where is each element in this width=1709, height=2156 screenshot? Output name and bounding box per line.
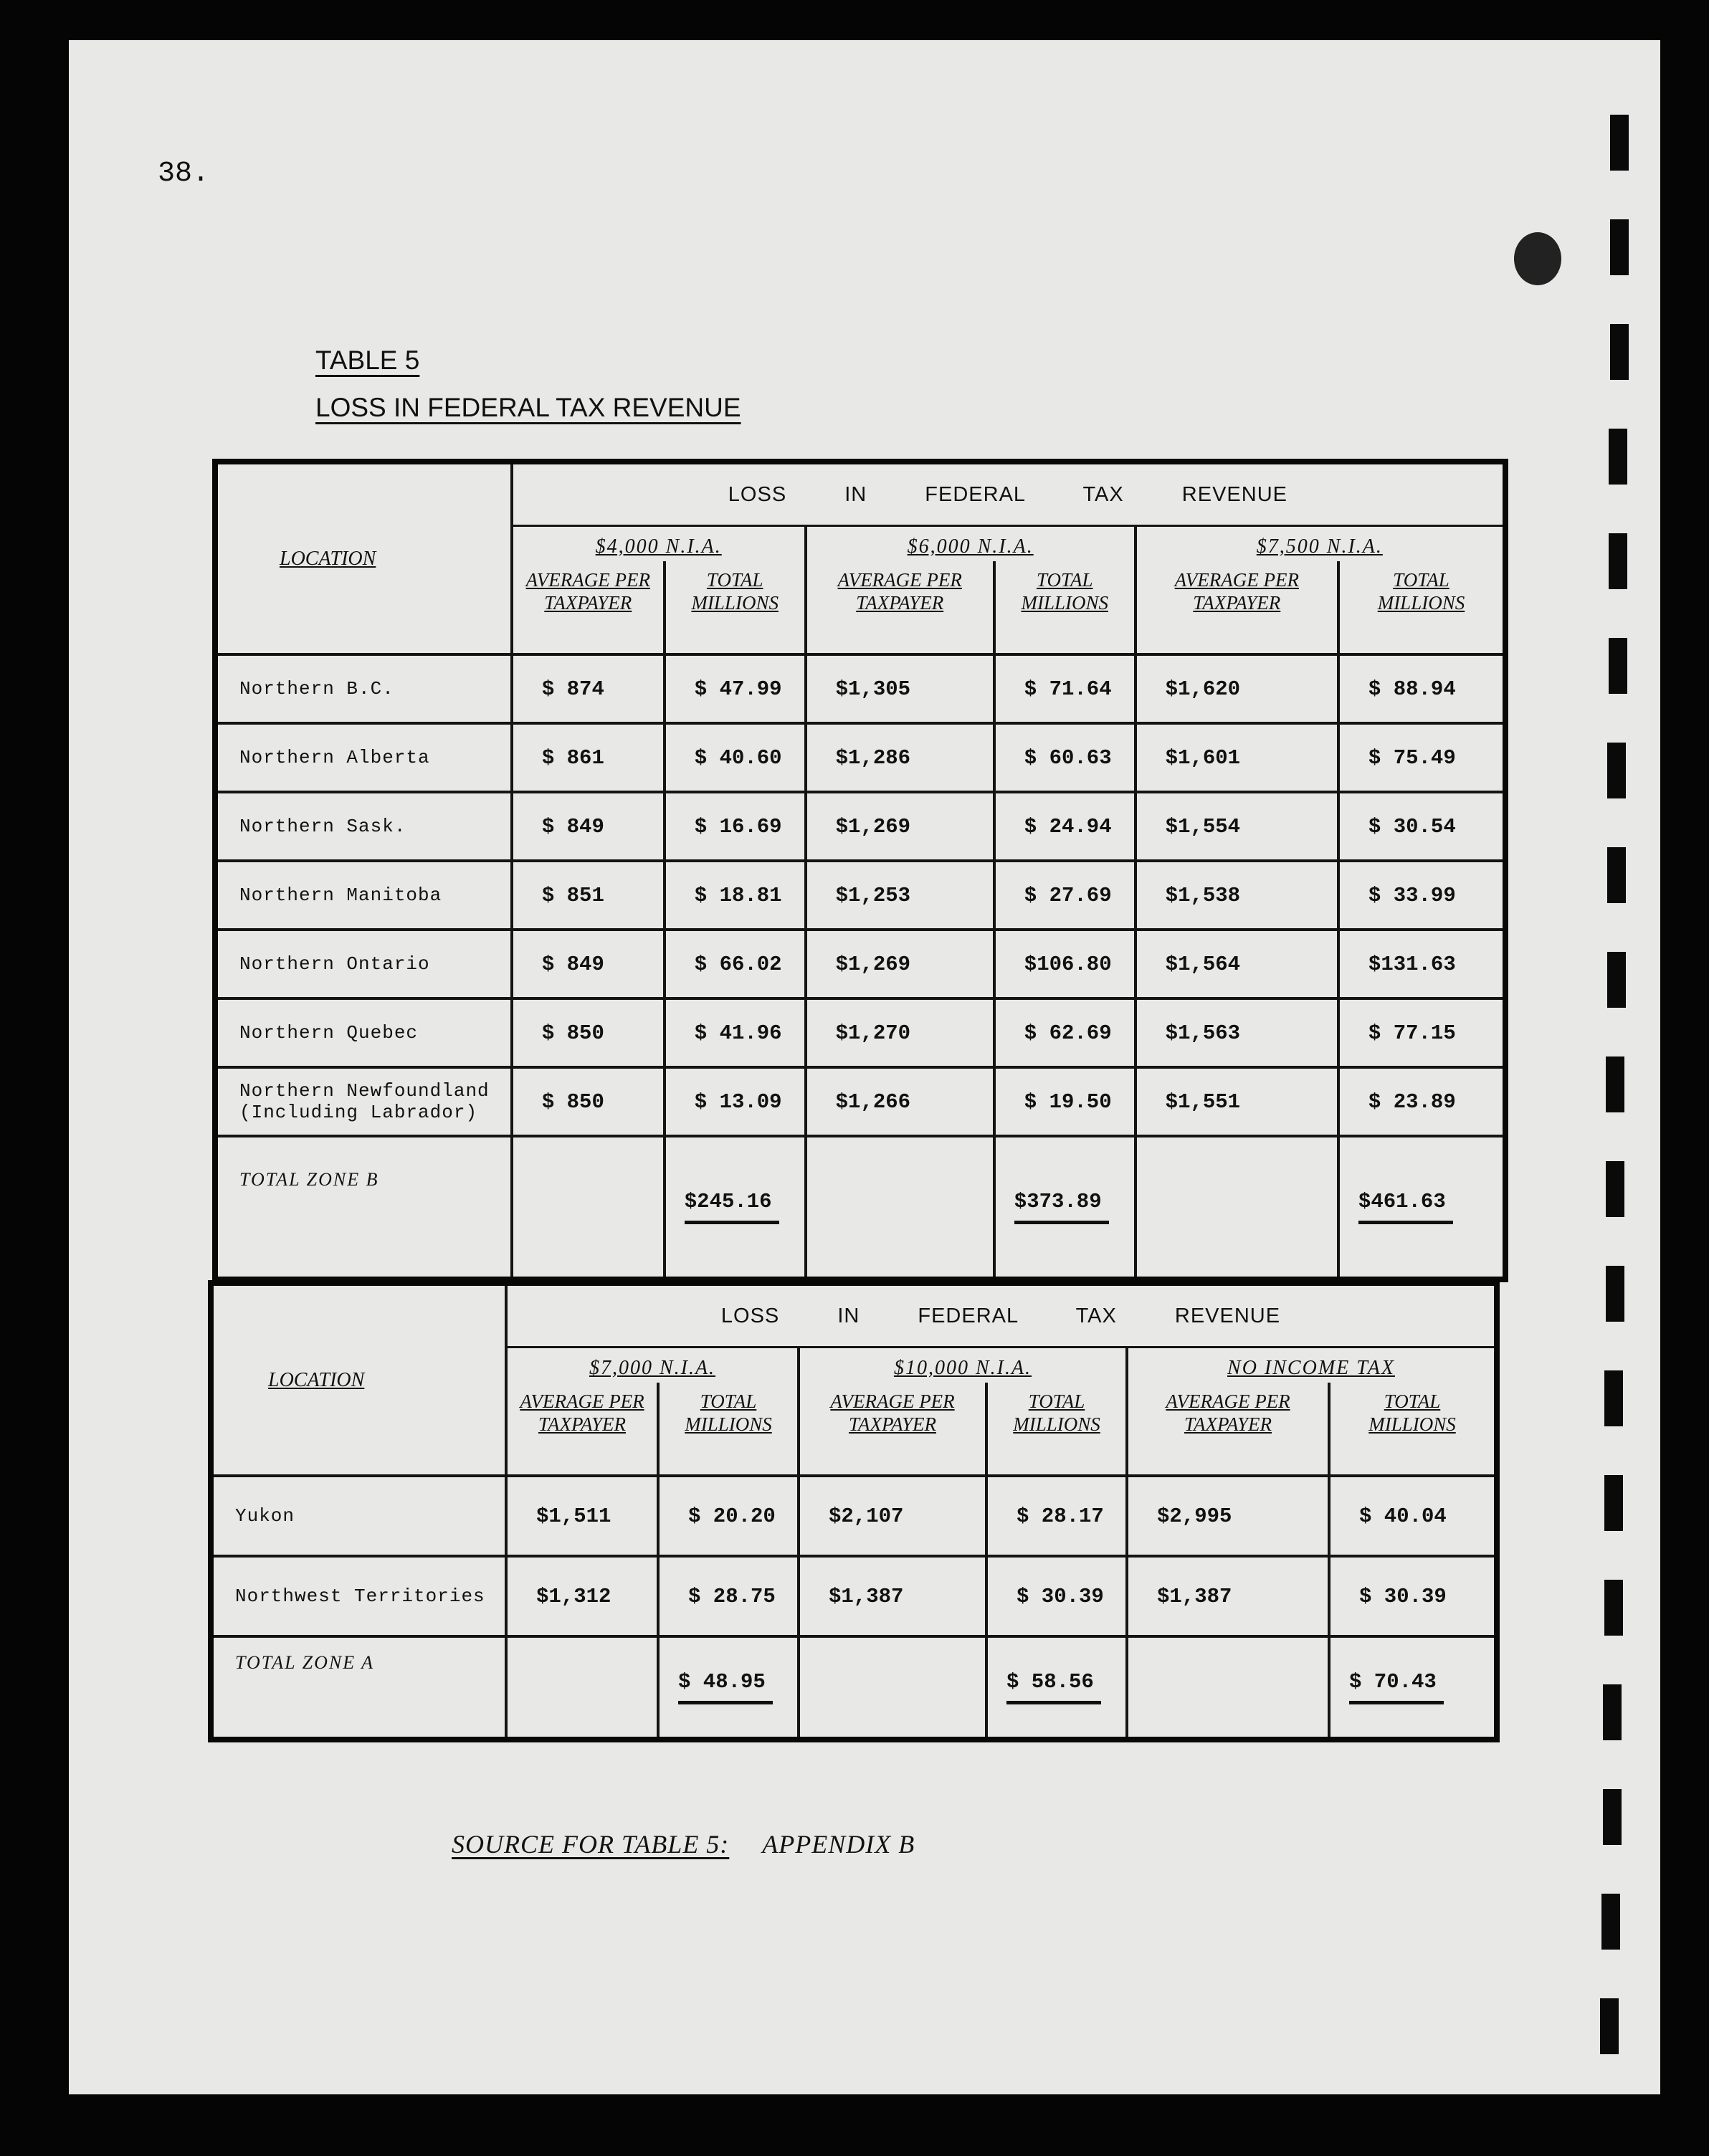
column-header-average: AVERAGE PER TAXPAYER [506, 1383, 658, 1476]
table-row [215, 723, 1505, 792]
value-cell: $ 850 [512, 998, 665, 1067]
group-header: $7,500 N.I.A. [1136, 526, 1505, 562]
value-cell: $ 20.20 [658, 1476, 799, 1556]
value-cell: $ 16.69 [665, 792, 806, 861]
location-cell: Northern Ontario [215, 930, 512, 998]
column-header-average: AVERAGE PER TAXPAYER [512, 561, 665, 654]
column-header-total: TOTAL MILLIONS [658, 1383, 799, 1476]
value-cell: $ 849 [512, 792, 665, 861]
group-header: $4,000 N.I.A. [512, 526, 806, 562]
value-cell: $ 19.50 [994, 1067, 1136, 1136]
punch-hole [1514, 232, 1561, 285]
value-cell: $1,538 [1136, 861, 1338, 930]
value-cell: $ 40.04 [1329, 1476, 1497, 1556]
column-header-average: AVERAGE PER TAXPAYER [806, 561, 994, 654]
value-cell: $1,511 [506, 1476, 658, 1556]
total-row [211, 1636, 1497, 1740]
total-value: $461.63 [1338, 1136, 1505, 1279]
column-header-total: TOTAL MILLIONS [994, 561, 1136, 654]
total-value: $ 70.43 [1329, 1636, 1497, 1740]
table-row [215, 930, 1505, 998]
column-header-total: TOTAL MILLIONS [665, 561, 806, 654]
value-cell: $ 874 [512, 654, 665, 723]
column-header-total: TOTAL MILLIONS [1338, 561, 1505, 654]
total-value: $ 58.56 [986, 1636, 1127, 1740]
value-cell: $ 30.39 [986, 1556, 1127, 1636]
value-cell: $1,554 [1136, 792, 1338, 861]
table-row [215, 1067, 1505, 1136]
total-label: TOTAL ZONE B [215, 1136, 512, 1279]
value-cell: $ 13.09 [665, 1067, 806, 1136]
value-cell: $ 60.63 [994, 723, 1136, 792]
value-cell: $131.63 [1338, 930, 1505, 998]
column-header-average: AVERAGE PER TAXPAYER [1136, 561, 1338, 654]
page-number: 38. [158, 158, 210, 190]
zone-a-table [208, 1280, 1500, 1742]
value-cell: $1,601 [1136, 723, 1338, 792]
value-cell: $ 88.94 [1338, 654, 1505, 723]
value-cell: $ 27.69 [994, 861, 1136, 930]
total-row [215, 1136, 1505, 1279]
total-value: $373.89 [994, 1136, 1136, 1279]
zone-b-table [212, 459, 1508, 1282]
value-cell: $ 47.99 [665, 654, 806, 723]
total-value: $245.16 [665, 1136, 806, 1279]
value-cell: $ 24.94 [994, 792, 1136, 861]
value-cell: $1,253 [806, 861, 994, 930]
super-header: LOSS IN FEDERAL TAX REVENUE [512, 462, 1505, 526]
group-header: $10,000 N.I.A. [799, 1348, 1127, 1383]
table-row [211, 1476, 1497, 1556]
value-cell: $1,286 [806, 723, 994, 792]
value-cell: $ 18.81 [665, 861, 806, 930]
value-cell: $1,270 [806, 998, 994, 1067]
value-cell: $1,269 [806, 930, 994, 998]
location-cell: Yukon [211, 1476, 506, 1556]
source-reference: APPENDIX B [762, 1830, 915, 1859]
table-row [215, 654, 1505, 723]
value-cell: $1,387 [1127, 1556, 1329, 1636]
location-cell: Northwest Territories [211, 1556, 506, 1636]
value-cell: $106.80 [994, 930, 1136, 998]
value-cell: $1,305 [806, 654, 994, 723]
location-header: LOCATION [215, 462, 512, 654]
location-cell: Northern Alberta [215, 723, 512, 792]
group-header: $7,000 N.I.A. [506, 1348, 799, 1383]
value-cell: $1,563 [1136, 998, 1338, 1067]
value-cell: $ 28.17 [986, 1476, 1127, 1556]
value-cell: $ 30.39 [1329, 1556, 1497, 1636]
value-cell: $1,266 [806, 1067, 994, 1136]
location-cell: Northern Manitoba [215, 861, 512, 930]
source-label: SOURCE FOR TABLE 5: [452, 1830, 730, 1859]
group-header: $6,000 N.I.A. [806, 526, 1136, 562]
value-cell: $2,107 [799, 1476, 986, 1556]
value-cell: $ 62.69 [994, 998, 1136, 1067]
value-cell: $ 40.60 [665, 723, 806, 792]
value-cell: $ 71.64 [994, 654, 1136, 723]
location-cell: Northern Newfoundland (Including Labrador) [215, 1067, 512, 1136]
table-title: LOSS IN FEDERAL TAX REVENUE [315, 393, 741, 422]
location-header: LOCATION [211, 1283, 506, 1476]
value-cell: $1,564 [1136, 930, 1338, 998]
value-cell: $ 30.54 [1338, 792, 1505, 861]
value-cell: $ 861 [512, 723, 665, 792]
value-cell: $1,387 [799, 1556, 986, 1636]
value-cell: $1,620 [1136, 654, 1338, 723]
value-cell: $ 33.99 [1338, 861, 1505, 930]
value-cell: $ 849 [512, 930, 665, 998]
value-cell: $1,269 [806, 792, 994, 861]
value-cell: $ 851 [512, 861, 665, 930]
location-cell: Northern Quebec [215, 998, 512, 1067]
value-cell: $ 66.02 [665, 930, 806, 998]
table-row [211, 1556, 1497, 1636]
location-cell: Northern B.C. [215, 654, 512, 723]
column-header-average: AVERAGE PER TAXPAYER [1127, 1383, 1329, 1476]
table-row [215, 792, 1505, 861]
value-cell: $1,551 [1136, 1067, 1338, 1136]
value-cell: $ 77.15 [1338, 998, 1505, 1067]
location-cell: Northern Sask. [215, 792, 512, 861]
column-header-total: TOTAL MILLIONS [986, 1383, 1127, 1476]
source-note [452, 1829, 915, 1859]
table-row [215, 998, 1505, 1067]
column-header-total: TOTAL MILLIONS [1329, 1383, 1497, 1476]
total-label: TOTAL ZONE A [211, 1636, 506, 1740]
value-cell: $ 850 [512, 1067, 665, 1136]
value-cell: $ 75.49 [1338, 723, 1505, 792]
super-header: LOSS IN FEDERAL TAX REVENUE [506, 1283, 1497, 1348]
column-header-average: AVERAGE PER TAXPAYER [799, 1383, 986, 1476]
value-cell: $ 41.96 [665, 998, 806, 1067]
group-header: NO INCOME TAX [1127, 1348, 1497, 1383]
table-row [215, 861, 1505, 930]
value-cell: $ 23.89 [1338, 1067, 1505, 1136]
table-label: TABLE 5 [315, 345, 420, 375]
value-cell: $ 28.75 [658, 1556, 799, 1636]
value-cell: $1,312 [506, 1556, 658, 1636]
total-value: $ 48.95 [658, 1636, 799, 1740]
value-cell: $2,995 [1127, 1476, 1329, 1556]
